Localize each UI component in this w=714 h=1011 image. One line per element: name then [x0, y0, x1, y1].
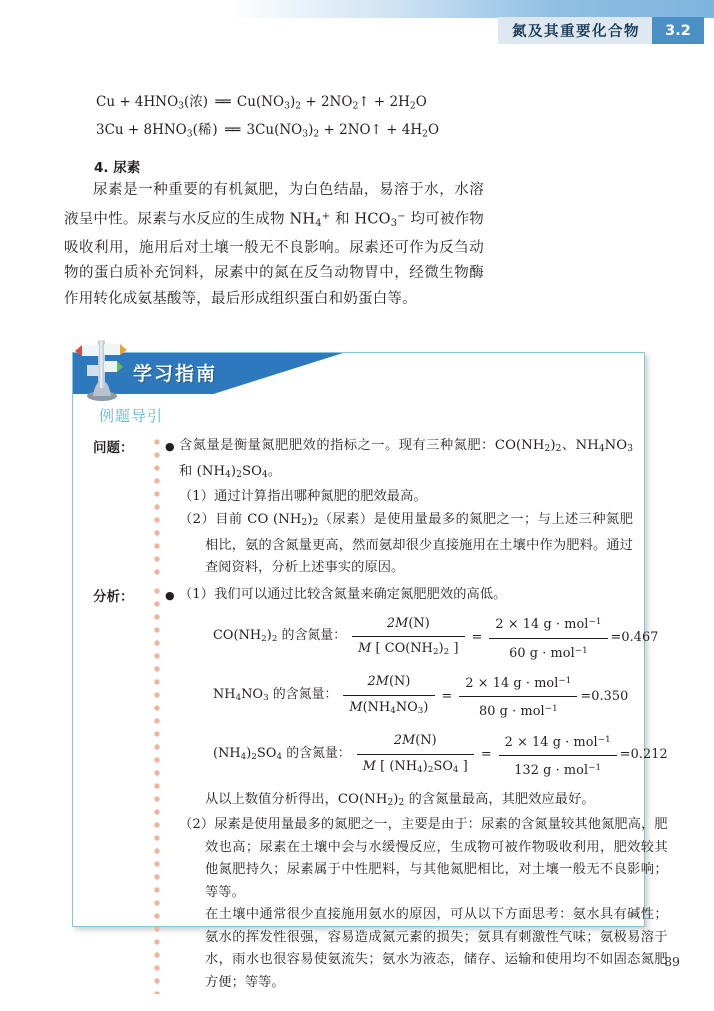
running-head	[498, 17, 704, 44]
fraction-denominator: M [ $CO(NH_2)_2$ ]	[352, 636, 464, 664]
analysis-conclusion: 从以上数值分析得出，$CO(NH_2)_2$ 的含氮量最高，其肥效应最好。	[205, 791, 595, 808]
question-line: 含氮量是衡量氮肥肥效的指标之一。现有三种氮肥：$CO(NH_2)_2$、$NH_4NO_3$ 和 $(NH_4)_2SO_4$。	[179, 438, 634, 480]
question-body	[179, 435, 633, 580]
fraction-left	[352, 613, 464, 664]
page-number: 89	[664, 954, 680, 969]
formula-compound: $CO(NH_2)_2$ 的含氮量：	[213, 628, 347, 645]
chapter-title: 氮及其重要化合物	[498, 17, 652, 44]
fraction-denominator: 132 g · mol$^{-1}$	[499, 755, 617, 782]
fraction-denominator: 60 g · mol$^{-1}$	[489, 638, 607, 665]
formula-result: =0.467	[610, 629, 659, 645]
fraction-denominator: M [ $(NH_4)_2SO_4$ ]	[357, 754, 474, 782]
signpost-icon	[65, 330, 139, 404]
bullet-icon: ●	[165, 440, 175, 453]
formula-row	[213, 670, 668, 724]
fraction-left	[343, 671, 434, 722]
formula-compound: $NH_4NO_3$ 的含氮量：	[213, 687, 338, 704]
analysis-body	[179, 584, 668, 995]
fraction-denominator: 80 g · mol$^{-1}$	[459, 696, 577, 723]
analysis-point2b: 在土壤中通常很少直接施用氨水的原因，可从以下方面思考：氨水具有碱性；氨水的挥发性很强，容易造成氮元素的损失；氨具有刺激性气味；氨极易溶于水，雨水也很容易使氨流失；氨水为液态，储存、运输和使用均不如固态氮肥方便；等等。	[205, 907, 668, 990]
analysis-label: 分析：	[93, 588, 134, 605]
banner-label: 学习指南	[133, 363, 218, 385]
section-number-badge: 3.2	[652, 17, 704, 44]
formula-row	[213, 729, 668, 783]
fraction-numerator: 2M(N)	[386, 615, 430, 631]
analysis-point2: （2）尿素是使用量最多的氮肥之一，主要是由于：尿素的含氮量较其他氮肥高，肥效也高；尿素在土壤中会与水缓慢反应，生成物可被作物吸收利用，肥效较其他氮肥持久；尿素属于中性肥料，与其他氮肥相比，对土壤一般无不良影响；等等。	[179, 817, 668, 900]
question-line: （1）通过计算指出哪种氮肥的肥效最高。	[179, 489, 427, 505]
formula-compound: $(NH_4)_2SO_4$ 的含氮量：	[213, 745, 351, 763]
fraction-denominator: $M(NH_4NO_3)$	[343, 695, 434, 723]
question-row	[93, 435, 633, 580]
chemical-equations	[96, 90, 439, 147]
formula-row	[213, 611, 668, 665]
fraction-right	[499, 729, 617, 783]
fraction-numerator: 2 × 14 g · mol$^{-1}$	[504, 734, 611, 750]
fraction-left	[357, 730, 474, 781]
equals-sign: =	[480, 747, 492, 763]
formula-result: =0.212	[619, 747, 668, 763]
analysis-row	[93, 584, 668, 995]
equation-line: $Cu + 4HNO_3$(浓) ══ $Cu(NO_3)_2$ + $2NO_2↑ + 2H_2O$	[96, 94, 427, 112]
fraction-numerator: 2M(N)	[393, 733, 437, 749]
equation-line: $3Cu + 8HNO_3$(稀) ══ $3Cu(NO_3)_2$ + 2NO↑ + $4H_2O$	[96, 122, 440, 140]
question-line: （2）目前 CO $(NH_2)_2$（尿素）是使用量最多的氮肥之一；与上述三种氮肥相比，氨的含氮量更高，然而氨却很少直接施用在土壤中作为肥料。通过查阅资料，分析上述事实的原因。	[179, 511, 633, 576]
body-paragraph: 尿素是一种重要的有机氮肥，为白色结晶，易溶于水，水溶液呈中性。尿素与水反应的生成物 $NH_4^+$ 和 $HCO_3^-$ 均可被作物吸收利用，施用后对土壤一般无不良影响。尿素还可作为反刍动物的蛋白质补充饲料，尿素中的氮在反刍动物胃中，经微生物酶作用转化成氨基酸等，最后形成组织蛋白和奶蛋白等。	[64, 182, 485, 307]
dot-rail	[149, 584, 165, 995]
question-label: 问题：	[93, 440, 134, 456]
equals-sign: =	[471, 629, 483, 645]
header-gradient-bar	[0, 0, 714, 18]
bullet-icon: ●	[165, 588, 175, 602]
fraction-numerator: 2 × 14 g · mol$^{-1}$	[465, 675, 572, 691]
fraction-right	[489, 611, 607, 665]
fraction-numerator: 2 × 14 g · mol$^{-1}$	[495, 617, 602, 633]
equals-sign: =	[441, 688, 453, 704]
dot-rail	[149, 435, 165, 580]
fraction-right	[459, 670, 577, 724]
analysis-intro: （1）我们可以通过比较含氮量来确定氮肥肥效的高低。	[179, 586, 507, 602]
fraction-numerator: 2M(N)	[367, 674, 411, 690]
qa-container	[93, 435, 668, 994]
subsection-heading: 4. 尿素	[94, 160, 141, 176]
formula-result: =0.350	[580, 688, 629, 704]
study-guide-box	[72, 352, 668, 990]
example-guide-heading: 例题导引	[99, 407, 164, 425]
